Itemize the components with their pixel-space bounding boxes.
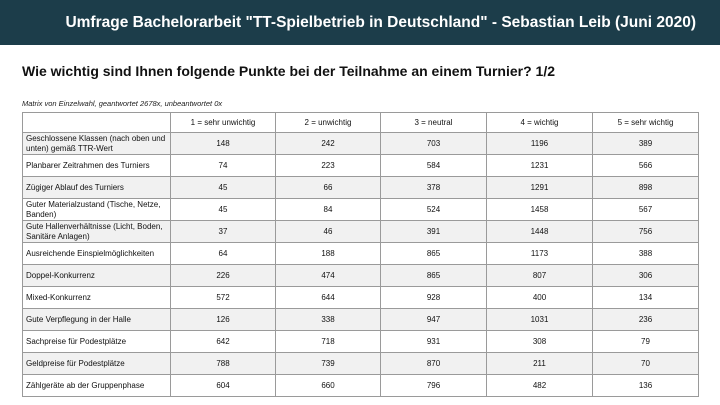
row-label: Sachpreise für Podestplätze [23, 331, 171, 353]
table-row [23, 155, 699, 177]
results-table [22, 112, 699, 397]
row-label: Geschlossene Klassen (nach oben und unten) gemäß TTR-Wert [23, 133, 171, 155]
row-label: Geldpreise für Podestplätze [23, 353, 171, 375]
table-cell: 1448 [487, 221, 593, 243]
table-cell: 567 [593, 199, 699, 221]
table-cell: 45 [171, 199, 276, 221]
table-cell: 566 [593, 155, 699, 177]
table-cell: 756 [593, 221, 699, 243]
table-cell: 211 [487, 353, 593, 375]
table-cell: 947 [381, 309, 487, 331]
table-cell: 1196 [487, 133, 593, 155]
table-cell: 928 [381, 287, 487, 309]
table-row [23, 375, 699, 397]
table-cell: 223 [276, 155, 381, 177]
table-row [23, 177, 699, 199]
table-cell: 482 [487, 375, 593, 397]
table-cell: 236 [593, 309, 699, 331]
column-header-sehr-unwichtig: 1 = sehr unwichtig [171, 113, 276, 133]
table-row [23, 331, 699, 353]
table-cell: 46 [276, 221, 381, 243]
row-label: Doppel-Konkurrenz [23, 265, 171, 287]
table-cell: 45 [171, 177, 276, 199]
table-cell: 1173 [487, 243, 593, 265]
table-cell: 1291 [487, 177, 593, 199]
row-label: Zählgeräte ab der Gruppenphase [23, 375, 171, 397]
table-cell: 931 [381, 331, 487, 353]
table-cell: 188 [276, 243, 381, 265]
table-cell: 70 [593, 353, 699, 375]
column-header-neutral: 3 = neutral [381, 113, 487, 133]
row-label: Ausreichende Einspielmöglichkeiten [23, 243, 171, 265]
table-cell: 306 [593, 265, 699, 287]
table-header-row [23, 113, 699, 133]
table-cell: 865 [381, 265, 487, 287]
table-cell: 642 [171, 331, 276, 353]
table-cell: 644 [276, 287, 381, 309]
table-cell: 391 [381, 221, 487, 243]
table-cell: 400 [487, 287, 593, 309]
table-cell: 898 [593, 177, 699, 199]
table-cell: 788 [171, 353, 276, 375]
table-cell: 136 [593, 375, 699, 397]
table-cell: 1031 [487, 309, 593, 331]
row-label: Gute Hallenverhältnisse (Licht, Boden, Sanitäre Anlagen) [23, 221, 171, 243]
table-cell: 1458 [487, 199, 593, 221]
row-label: Zügiger Ablauf des Turniers [23, 177, 171, 199]
table-cell: 524 [381, 199, 487, 221]
table-row [23, 265, 699, 287]
table-cell: 66 [276, 177, 381, 199]
table-cell: 1231 [487, 155, 593, 177]
column-header-unwichtig: 2 = unwichtig [276, 113, 381, 133]
column-header-wichtig: 4 = wichtig [487, 113, 593, 133]
table-cell: 389 [593, 133, 699, 155]
table-cell: 308 [487, 331, 593, 353]
table-row [23, 309, 699, 331]
table-row [23, 221, 699, 243]
table-cell: 64 [171, 243, 276, 265]
table-row [23, 199, 699, 221]
table-cell: 126 [171, 309, 276, 331]
table-cell: 604 [171, 375, 276, 397]
table-row [23, 133, 699, 155]
table-row [23, 287, 699, 309]
row-label: Planbarer Zeitrahmen des Turniers [23, 155, 171, 177]
header-bar [0, 0, 720, 45]
table-cell: 378 [381, 177, 487, 199]
table-cell: 148 [171, 133, 276, 155]
table-cell: 703 [381, 133, 487, 155]
row-label: Gute Verpflegung in der Halle [23, 309, 171, 331]
table-cell: 226 [171, 265, 276, 287]
column-header-label [23, 113, 171, 133]
matrix-subtitle: Matrix von Einzelwahl, geantwortet 2678x, unbeantwortet 0x [22, 99, 223, 108]
table-cell: 74 [171, 155, 276, 177]
question-title: Wie wichtig sind Ihnen folgende Punkte bei der Teilnahme an einem Turnier? 1/2 [22, 63, 555, 79]
table-cell: 572 [171, 287, 276, 309]
table-cell: 79 [593, 331, 699, 353]
table-cell: 474 [276, 265, 381, 287]
table-cell: 796 [381, 375, 487, 397]
table-row [23, 243, 699, 265]
column-header-sehr-wichtig: 5 = sehr wichtig [593, 113, 699, 133]
row-label: Mixed-Konkurrenz [23, 287, 171, 309]
table-cell: 718 [276, 331, 381, 353]
table-cell: 242 [276, 133, 381, 155]
table-cell: 37 [171, 221, 276, 243]
table-cell: 388 [593, 243, 699, 265]
row-label: Guter Materialzustand (Tische, Netze, Banden) [23, 199, 171, 221]
table-cell: 870 [381, 353, 487, 375]
table-cell: 338 [276, 309, 381, 331]
table-cell: 134 [593, 287, 699, 309]
table-cell: 807 [487, 265, 593, 287]
table-cell: 660 [276, 375, 381, 397]
table-cell: 739 [276, 353, 381, 375]
table-cell: 584 [381, 155, 487, 177]
table-cell: 865 [381, 243, 487, 265]
table-cell: 84 [276, 199, 381, 221]
table-row [23, 353, 699, 375]
header-title: Umfrage Bachelorarbeit "TT-Spielbetrieb in Deutschland" - Sebastian Leib (Juni 2020) [65, 13, 696, 31]
